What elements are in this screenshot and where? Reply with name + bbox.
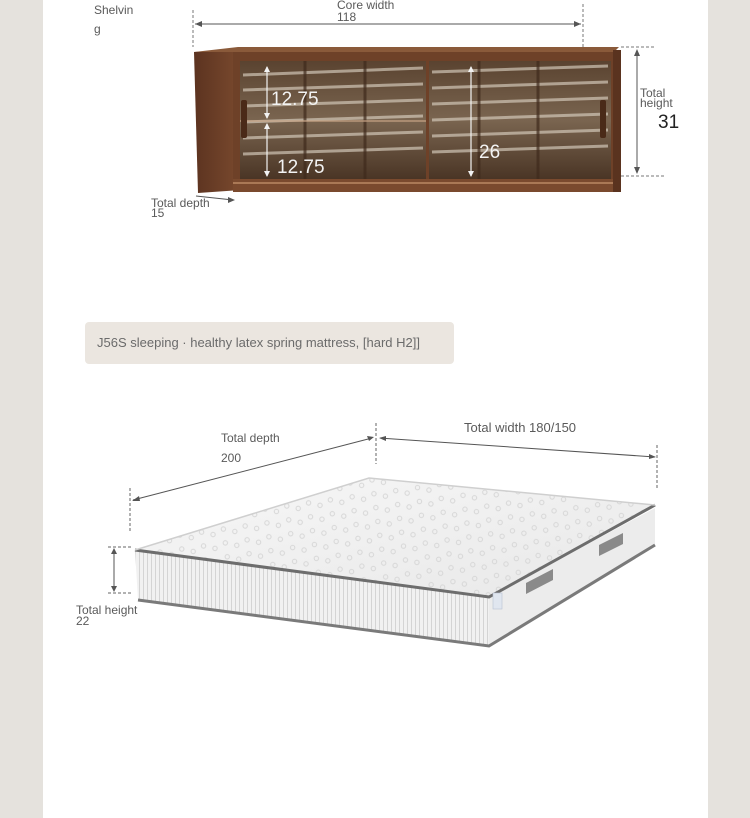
mattress-depth-label: Total depth [221,431,280,445]
mattress-width-dimension [379,436,657,490]
mattress-height-value: 22 [76,614,90,628]
upper-shelf-height: 12.75 [271,89,319,110]
section-title-shelving-wrap: g [94,22,101,36]
mattress-width-label: Total width 180/150 [464,420,577,435]
mattress-height-label: Total height [76,603,138,617]
latex-spring-mattress-image [135,478,655,646]
total-height-value: 31 [658,112,680,133]
product-detail-panel [43,0,708,818]
core-width-label: Core width [337,0,395,12]
section-title-shelving: Shelvin [94,3,134,17]
product-title-text: J56S sleeping · healthy latex spring mattress, [hard H2]] [97,335,420,350]
inner-height-value: 26 [479,142,501,163]
mattress-depth-value: 200 [221,451,242,465]
product-title-banner [85,322,454,364]
core-width-value: 118 [337,10,357,24]
mattress-height-dimension [108,547,133,593]
total-height-label-wrap: height [640,96,673,110]
dimension-diagrams [43,0,708,818]
wall-cabinet-image [194,47,621,193]
total-depth-label: Total depth [151,196,210,210]
lower-shelf-height: 12.75 [277,157,325,178]
total-height-label: Total [640,86,666,100]
total-depth-value: 15 [151,206,165,220]
